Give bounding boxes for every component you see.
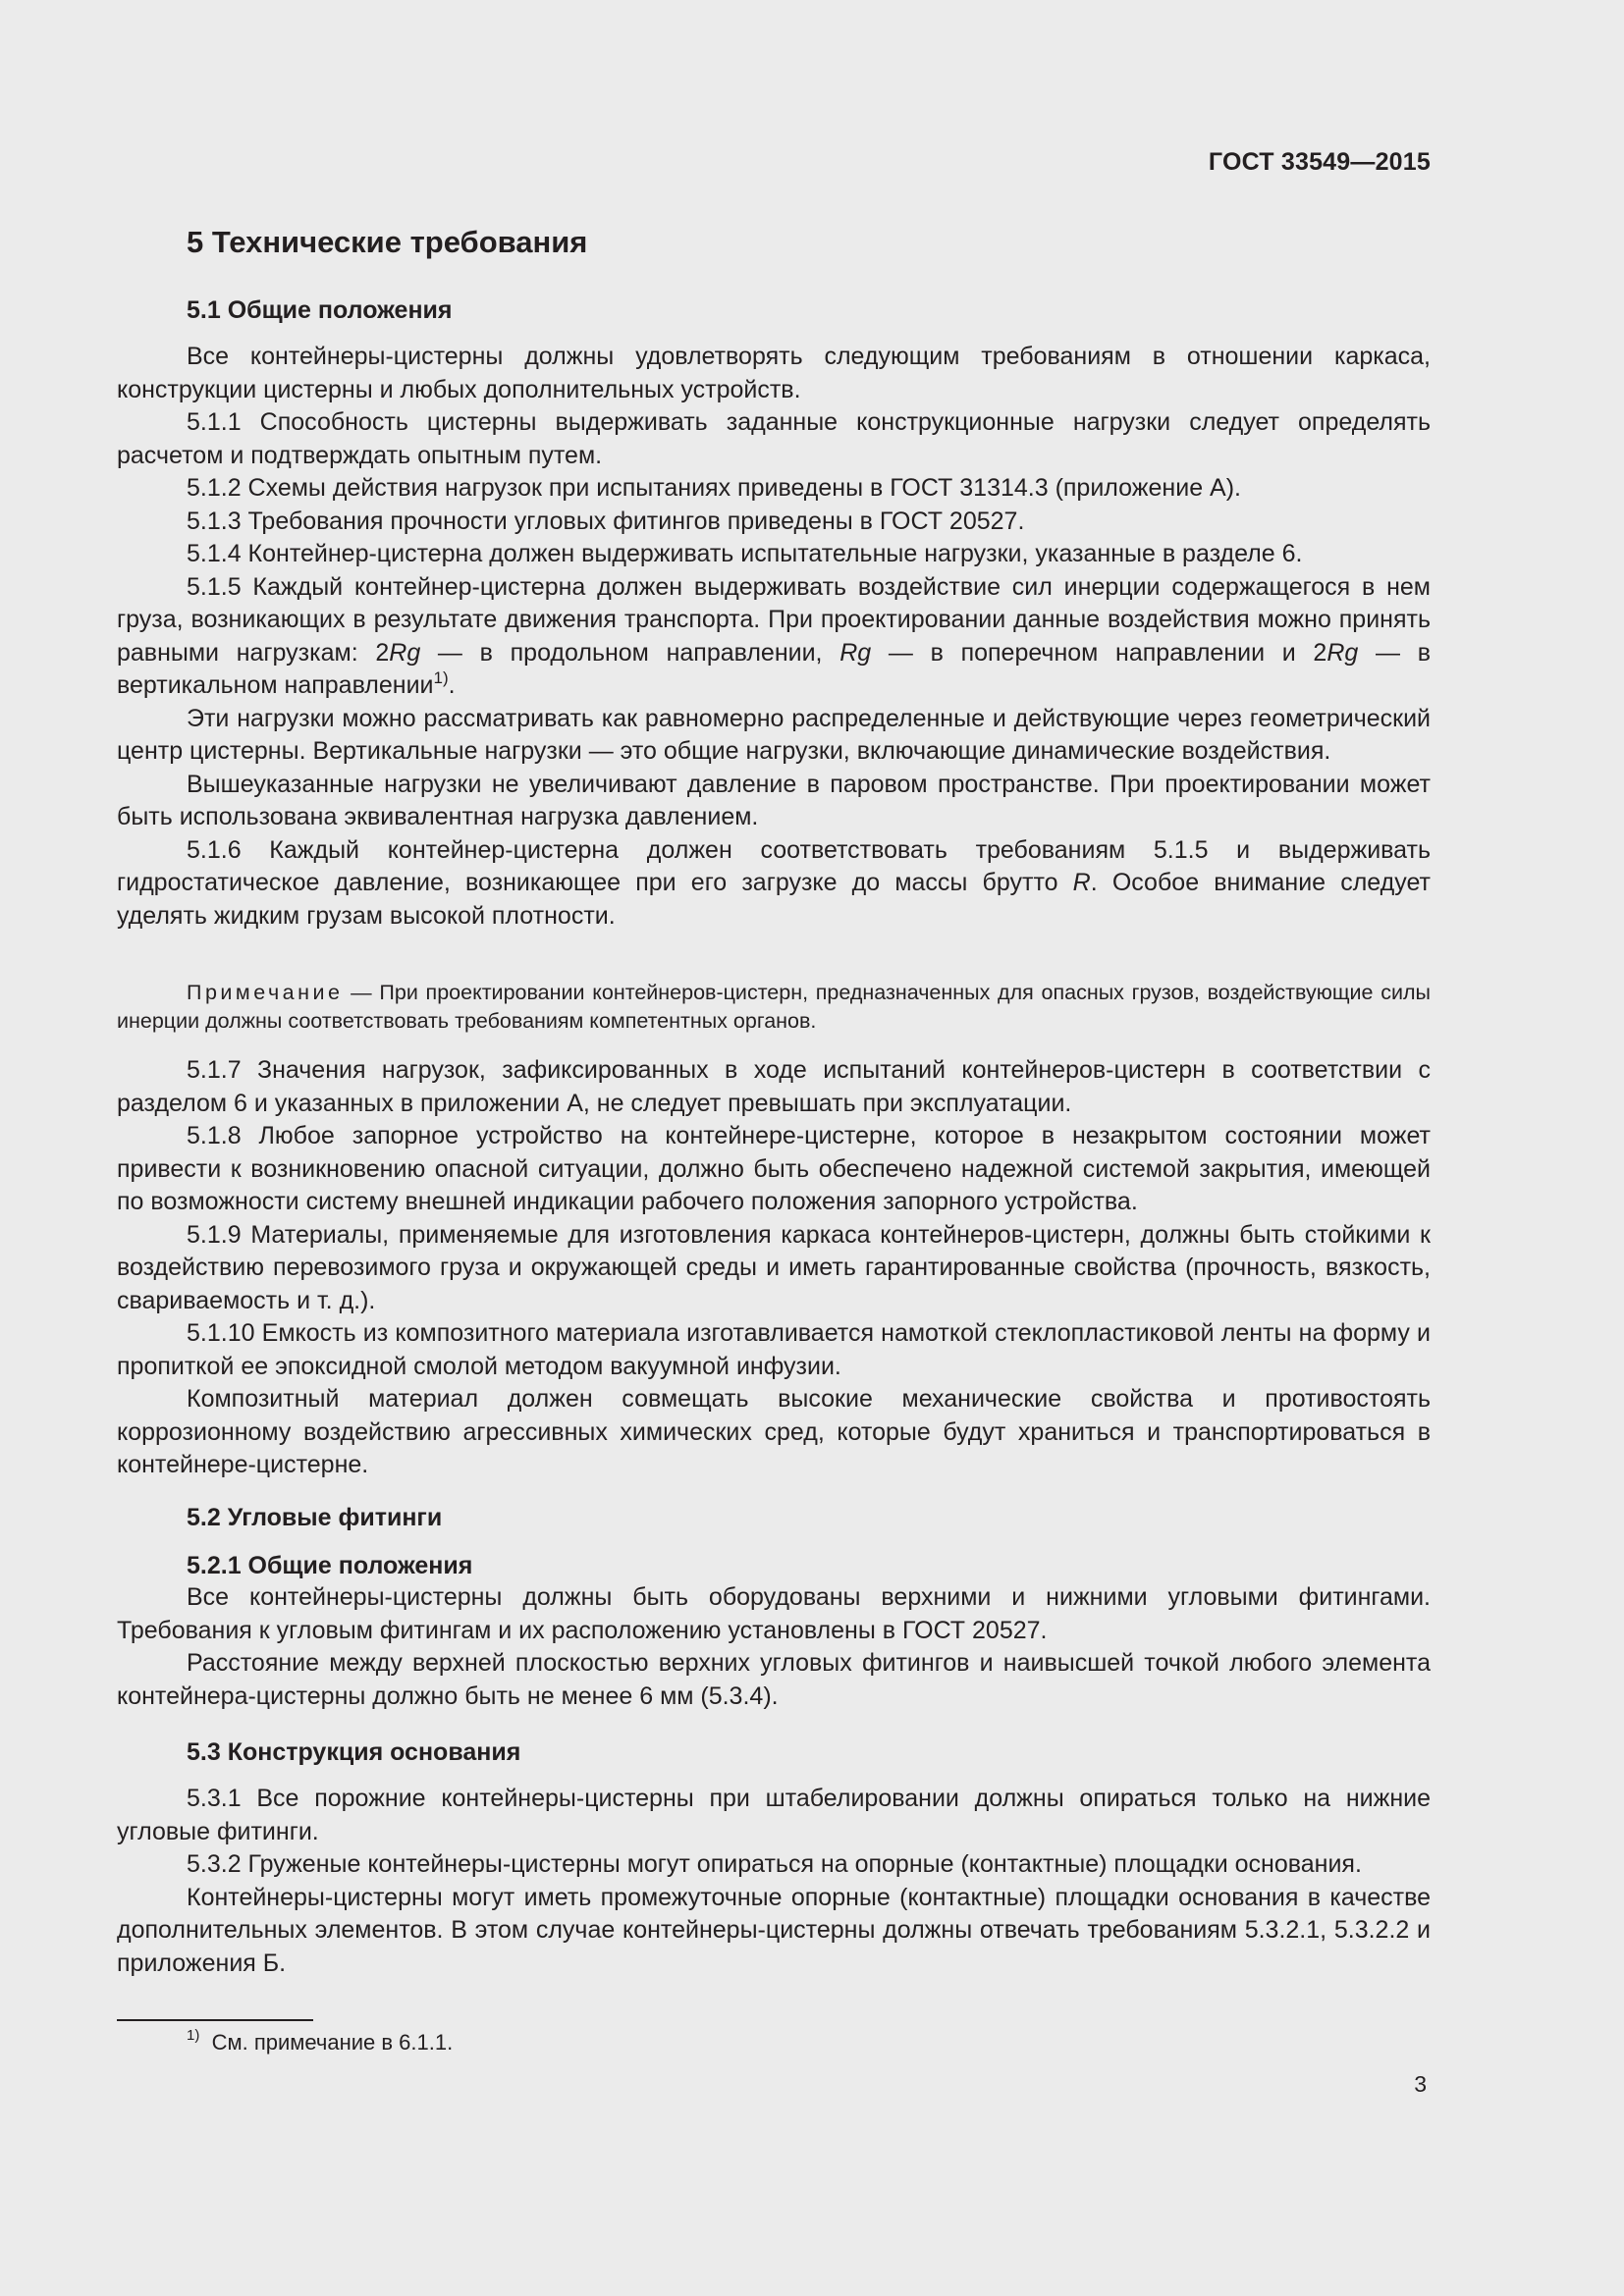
paragraph-distance: Расстояние между верхней плоскостью верхних угловых фитингов и наивысшей точкой любого элемента контейнера-цистерны должно быть не менее 6 мм (5.3.4). [117, 1649, 1431, 1710]
text-span: . Особое внимание следует уделять жидким грузам высокой плотности. [117, 869, 1431, 930]
paragraph-composite: Композитный материал должен совмещать высокие механические свойства и противостоять коррозионному воздействию агрессивных химических сред, которые будут храниться и транспортироваться в контейнере-цистерне. [117, 1385, 1431, 1478]
paragraph-5-1-2: 5.1.2 Схемы действия нагрузок при испытаниях приведены в ГОСТ 31314.3 (приложение А). [187, 474, 1241, 502]
note-label: Примечание [187, 981, 344, 1004]
text-span: — в вертикальном направлении [117, 638, 1431, 699]
text-span: 5.1.5 Каждый контейнер-цистерна должен выдерживать воздействие сил инерции содержащегося в нем груза, возникающих в результате движения транспорта. При проектировании данные воздействия можно принять равными нагрузкам: 2 [117, 572, 1431, 667]
formula-r: R [1072, 869, 1091, 896]
footnote-text: См. примечание в 6.1.1. [211, 2030, 454, 2055]
paragraph-vapor: Вышеуказанные нагрузки не увеличивают давление в паровом пространстве. При проектировании может быть использована эквивалентная нагрузка давлением. [117, 770, 1431, 830]
section-5-3-title: 5.3 Конструкция основания [187, 1738, 521, 1766]
note-paragraph [117, 979, 1431, 1036]
paragraph-5-1-10: 5.1.10 Емкость из композитного материала изготавливается намоткой стеклопластиковой ленты на форму и пропиткой ее эпоксидной смолой методом вакуумной инфузии. [117, 1319, 1431, 1380]
paragraph-5-1-5 [117, 571, 1431, 703]
section-5-1-title: 5.1 Общие положения [187, 296, 453, 324]
formula-rg: Rg [839, 638, 872, 667]
text-span: . [448, 671, 456, 699]
formula-rg: Rg [389, 638, 421, 667]
paragraph-5-1-6 [117, 834, 1431, 934]
paragraph-5-1-8: 5.1.8 Любое запорное устройство на контейнере-цистерне, которое в незакрытом состоянии может привести к возникновению опасной ситуации, должно быть обеспечено надежной системой закрытия, имеющей по возможности систему внешней индикации рабочего положения запорного устройства. [117, 1122, 1431, 1215]
paragraph-5-1-1: 5.1.1 Способность цистерны выдерживать заданные конструкционные нагрузки следует определять расчетом и подтверждать опытным путем. [117, 408, 1431, 469]
paragraph-5-3-1: 5.3.1 Все порожние контейнеры-цистерны при штабелировании должны опираться только на нижние угловые фитинги. [117, 1785, 1431, 1845]
text-span: 5.1.6 Каждый контейнер-цистерна должен соответствовать требованиям 5.1.5 и выдерживать гидростатическое давление, возникающее при его загрузке до массы брутто [117, 835, 1431, 896]
text-span: — в поперечном направлении и 2 [871, 638, 1327, 667]
section-5-title: 5 Технические требования [187, 225, 588, 259]
footnote [187, 2027, 454, 2056]
section-5-1-body-continued [117, 1054, 1431, 1482]
paragraph-5-1-4: 5.1.4 Контейнер-цистерна должен выдерживать испытательные нагрузки, указанные в разделе 6. [187, 540, 1303, 567]
section-5-1-body [117, 341, 1431, 933]
note-text: — При проектировании контейнеров-цистерн, предназначенных для опасных грузов, воздействующие силы инерции должны соответствовать требованиям компетентных органов. [117, 981, 1431, 1033]
section-5-2-1-title: 5.2.1 Общие положения [187, 1552, 473, 1579]
text-span: — в продольном направлении, [420, 638, 840, 667]
section-5-2-body [117, 1581, 1431, 1713]
paragraph-fittings: Все контейнеры-цистерны должны быть оборудованы верхними и нижними угловыми фитингами. Требования к угловым фитингам и их расположению установлены в ГОСТ 20527. [117, 1583, 1431, 1644]
paragraph-5-1-3: 5.1.3 Требования прочности угловых фитингов приведены в ГОСТ 20527. [187, 507, 1025, 535]
document-code: ГОСТ 33549—2015 [1208, 148, 1431, 176]
paragraph-5-3-2: 5.3.2 Груженые контейнеры-цистерны могут опираться на опорные (контактные) площадки основания. [187, 1850, 1362, 1878]
paragraph-5-1-9: 5.1.9 Материалы, применяемые для изготовления каркаса контейнеров-цистерн, должны быть стойкими к воздействию перевозимого груза и окружающей среды и иметь гарантированные свойства (прочность, вязкость, свариваемость и т. д.). [117, 1220, 1431, 1314]
paragraph-intermediate: Контейнеры-цистерны могут иметь промежуточные опорные (контактные) площадки основания в качестве дополнительных элементов. В этом случае контейнеры-цистерны должны отвечать требованиям 5.3.2.1, 5.3.2.2 и приложения Б. [117, 1883, 1431, 1977]
footnote-divider [117, 2019, 313, 2021]
formula-rg: Rg [1326, 638, 1359, 667]
paragraph: Все контейнеры-цистерны должны удовлетворять следующим требованиям в отношении каркаса, конструкции цистерны и любых дополнительных устройств. [117, 343, 1431, 403]
paragraph-5-1-7: 5.1.7 Значения нагрузок, зафиксированных в ходе испытаний контейнеров-цистерн в соответствии с разделом 6 и указанных в приложении А, не следует превышать при эксплуатации. [117, 1056, 1431, 1117]
paragraph-loads: Эти нагрузки можно рассматривать как равномерно распределенные и действующие через геометрический центр цистерны. Вертикальные нагрузки — это общие нагрузки, включающие динамические воздействия. [117, 704, 1431, 765]
section-5-2-title: 5.2 Угловые фитинги [187, 1504, 443, 1531]
note-block [117, 979, 1431, 1036]
section-5-3-body [117, 1783, 1431, 1980]
footnote-reference: 1) [433, 668, 449, 687]
footnote-mark: 1) [187, 2027, 200, 2044]
page-number: 3 [1414, 2071, 1427, 2097]
